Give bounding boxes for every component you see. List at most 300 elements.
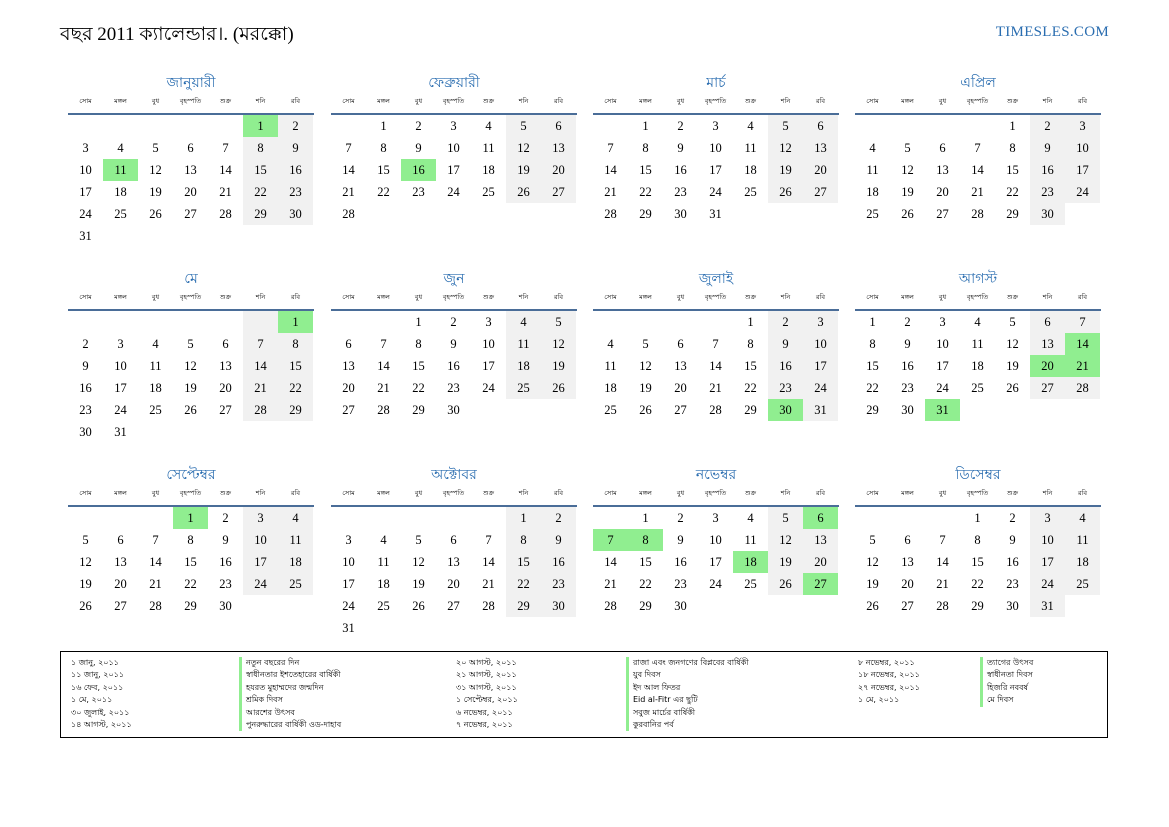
day-cell[interactable]: 9 (1030, 137, 1065, 159)
day-cell[interactable]: 25 (604, 403, 617, 417)
day-cell[interactable]: 16 (674, 555, 687, 569)
day-cell[interactable]: 29 (412, 403, 425, 417)
day-cell[interactable]: 16 (401, 159, 436, 181)
day-cell[interactable]: 7 (152, 533, 159, 547)
day-cell[interactable]: 14 (243, 355, 278, 377)
day-cell[interactable]: 1 (642, 511, 649, 525)
day-cell[interactable]: 9 (82, 359, 89, 373)
day-cell[interactable]: 15 (184, 555, 197, 569)
day-cell[interactable]: 8 (1009, 141, 1016, 155)
day-cell[interactable]: 5 (541, 311, 576, 333)
day-cell[interactable]: 3 (939, 315, 946, 329)
day-cell[interactable]: 6 (541, 115, 576, 137)
day-cell[interactable]: 28 (243, 399, 278, 421)
day-cell[interactable]: 3 (712, 511, 719, 525)
day-cell[interactable]: 27 (803, 573, 838, 595)
day-cell[interactable]: 18 (149, 381, 162, 395)
day-cell[interactable]: 20 (114, 577, 127, 591)
day-cell[interactable]: 29 (243, 203, 278, 225)
day-cell[interactable]: 23 (1030, 181, 1065, 203)
day-cell[interactable]: 22 (639, 577, 652, 591)
day-cell[interactable]: 17 (447, 163, 460, 177)
day-cell[interactable]: 13 (901, 555, 914, 569)
day-cell[interactable]: 26 (149, 207, 162, 221)
day-cell[interactable]: 19 (149, 185, 162, 199)
day-cell[interactable]: 7 (939, 533, 946, 547)
day-cell[interactable]: 19 (541, 355, 576, 377)
day-cell[interactable]: 23 (219, 577, 232, 591)
day-cell[interactable]: 28 (149, 599, 162, 613)
day-cell[interactable]: 12 (184, 359, 197, 373)
day-cell[interactable]: 21 (936, 577, 949, 591)
day-cell[interactable]: 9 (450, 337, 457, 351)
day-cell[interactable]: 30 (901, 403, 914, 417)
day-cell[interactable]: 13 (936, 163, 949, 177)
day-cell[interactable]: 31 (925, 399, 960, 421)
day-cell[interactable]: 21 (149, 577, 162, 591)
day-cell[interactable]: 22 (1006, 185, 1019, 199)
day-cell[interactable]: 1 (243, 115, 278, 137)
day-cell[interactable]: 9 (768, 333, 803, 355)
day-cell[interactable]: 22 (639, 185, 652, 199)
day-cell[interactable]: 24 (342, 599, 355, 613)
day-cell[interactable]: 30 (541, 595, 576, 617)
day-cell[interactable]: 26 (184, 403, 197, 417)
day-cell[interactable]: 5 (187, 337, 194, 351)
day-cell[interactable]: 11 (103, 159, 138, 181)
day-cell[interactable]: 26 (79, 599, 92, 613)
day-cell[interactable]: 25 (506, 377, 541, 399)
day-cell[interactable]: 10 (936, 337, 949, 351)
day-cell[interactable]: 18 (733, 551, 768, 573)
day-cell[interactable]: 23 (79, 403, 92, 417)
day-cell[interactable]: 14 (936, 555, 949, 569)
day-cell[interactable]: 10 (709, 533, 722, 547)
day-cell[interactable]: 9 (1009, 533, 1016, 547)
day-cell[interactable]: 28 (936, 599, 949, 613)
day-cell[interactable]: 5 (415, 533, 422, 547)
day-cell[interactable]: 26 (768, 573, 803, 595)
day-cell[interactable]: 8 (506, 529, 541, 551)
day-cell[interactable]: 9 (677, 141, 684, 155)
day-cell[interactable]: 14 (482, 555, 495, 569)
day-cell[interactable]: 30 (1006, 599, 1019, 613)
day-cell[interactable]: 2 (904, 315, 911, 329)
day-cell[interactable]: 29 (278, 399, 313, 421)
day-cell[interactable]: 3 (1030, 507, 1065, 529)
day-cell[interactable]: 10 (243, 529, 278, 551)
day-cell[interactable]: 27 (901, 599, 914, 613)
day-cell[interactable]: 2 (677, 119, 684, 133)
day-cell[interactable]: 30 (278, 203, 313, 225)
day-cell[interactable]: 13 (447, 555, 460, 569)
day-cell[interactable]: 3 (82, 141, 89, 155)
day-cell[interactable]: 27 (114, 599, 127, 613)
day-cell[interactable]: 3 (345, 533, 352, 547)
day-cell[interactable]: 12 (866, 555, 879, 569)
day-cell[interactable]: 22 (184, 577, 197, 591)
day-cell[interactable]: 27 (342, 403, 355, 417)
day-cell[interactable]: 21 (709, 381, 722, 395)
day-cell[interactable]: 20 (674, 381, 687, 395)
day-cell[interactable]: 21 (219, 185, 232, 199)
day-cell[interactable]: 11 (604, 359, 617, 373)
day-cell[interactable]: 19 (768, 159, 803, 181)
day-cell[interactable]: 8 (642, 141, 649, 155)
day-cell[interactable]: 26 (639, 403, 652, 417)
day-cell[interactable]: 28 (604, 207, 617, 221)
day-cell[interactable]: 5 (768, 507, 803, 529)
day-cell[interactable]: 11 (866, 163, 879, 177)
day-cell[interactable]: 3 (243, 507, 278, 529)
brand-link[interactable]: TIMESLES.COM (995, 24, 1109, 40)
day-cell[interactable]: 1 (747, 315, 754, 329)
day-cell[interactable]: 9 (415, 141, 422, 155)
day-cell[interactable]: 5 (506, 115, 541, 137)
day-cell[interactable]: 26 (412, 599, 425, 613)
day-cell[interactable]: 10 (114, 359, 127, 373)
day-cell[interactable]: 23 (412, 185, 425, 199)
day-cell[interactable]: 26 (768, 181, 803, 203)
day-cell[interactable]: 19 (639, 381, 652, 395)
day-cell[interactable]: 18 (482, 163, 495, 177)
day-cell[interactable]: 15 (278, 355, 313, 377)
day-cell[interactable]: 11 (506, 333, 541, 355)
day-cell[interactable]: 23 (768, 377, 803, 399)
day-cell[interactable]: 8 (974, 533, 981, 547)
day-cell[interactable]: 16 (901, 359, 914, 373)
day-cell[interactable]: 27 (1030, 377, 1065, 399)
day-cell[interactable]: 4 (152, 337, 159, 351)
day-cell[interactable]: 26 (1006, 381, 1019, 395)
day-cell[interactable]: 27 (219, 403, 232, 417)
day-cell[interactable]: 24 (1030, 573, 1065, 595)
day-cell[interactable]: 4 (869, 141, 876, 155)
day-cell[interactable]: 21 (482, 577, 495, 591)
day-cell[interactable]: 20 (901, 577, 914, 591)
day-cell[interactable]: 12 (412, 555, 425, 569)
day-cell[interactable]: 26 (901, 207, 914, 221)
day-cell[interactable]: 25 (866, 207, 879, 221)
day-cell[interactable]: 1 (869, 315, 876, 329)
day-cell[interactable]: 24 (709, 577, 722, 591)
day-cell[interactable]: 16 (768, 355, 803, 377)
day-cell[interactable]: 16 (278, 159, 313, 181)
day-cell[interactable]: 6 (939, 141, 946, 155)
day-cell[interactable]: 17 (1030, 551, 1065, 573)
day-cell[interactable]: 21 (604, 185, 617, 199)
day-cell[interactable]: 6 (450, 533, 457, 547)
day-cell[interactable]: 30 (1030, 203, 1065, 225)
day-cell[interactable]: 26 (541, 377, 576, 399)
day-cell[interactable]: 11 (744, 141, 757, 155)
day-cell[interactable]: 2 (278, 115, 313, 137)
day-cell[interactable]: 10 (482, 337, 495, 351)
day-cell[interactable]: 28 (1065, 377, 1100, 399)
day-cell[interactable]: 22 (278, 377, 313, 399)
day-cell[interactable]: 6 (1030, 311, 1065, 333)
day-cell[interactable]: 27 (447, 599, 460, 613)
day-cell[interactable]: 21 (1065, 355, 1100, 377)
day-cell[interactable]: 25 (1065, 573, 1100, 595)
day-cell[interactable]: 22 (412, 381, 425, 395)
day-cell[interactable]: 5 (152, 141, 159, 155)
day-cell[interactable]: 15 (866, 359, 879, 373)
day-cell[interactable]: 2 (415, 119, 422, 133)
day-cell[interactable]: 4 (747, 511, 754, 525)
day-cell[interactable]: 16 (79, 381, 92, 395)
day-cell[interactable]: 10 (342, 555, 355, 569)
day-cell[interactable]: 25 (744, 185, 757, 199)
day-cell[interactable]: 17 (79, 185, 92, 199)
day-cell[interactable]: 5 (904, 141, 911, 155)
day-cell[interactable]: 14 (604, 555, 617, 569)
day-cell[interactable]: 27 (936, 207, 949, 221)
day-cell[interactable]: 20 (803, 551, 838, 573)
day-cell[interactable]: 25 (482, 185, 495, 199)
day-cell[interactable]: 14 (149, 555, 162, 569)
day-cell[interactable]: 13 (541, 137, 576, 159)
day-cell[interactable]: 7 (712, 337, 719, 351)
day-cell[interactable]: 22 (866, 381, 879, 395)
day-cell[interactable]: 16 (674, 163, 687, 177)
day-cell[interactable]: 19 (79, 577, 92, 591)
day-cell[interactable]: 18 (506, 355, 541, 377)
day-cell[interactable]: 13 (114, 555, 127, 569)
day-cell[interactable]: 14 (342, 163, 355, 177)
day-cell[interactable]: 12 (768, 529, 803, 551)
day-cell[interactable]: 8 (243, 137, 278, 159)
day-cell[interactable]: 12 (1006, 337, 1019, 351)
day-cell[interactable]: 28 (219, 207, 232, 221)
day-cell[interactable]: 3 (803, 311, 838, 333)
day-cell[interactable]: 1 (506, 507, 541, 529)
day-cell[interactable]: 15 (1006, 163, 1019, 177)
day-cell[interactable]: 14 (604, 163, 617, 177)
day-cell[interactable]: 22 (744, 381, 757, 395)
day-cell[interactable]: 29 (506, 595, 541, 617)
day-cell[interactable]: 6 (677, 337, 684, 351)
day-cell[interactable]: 11 (278, 529, 313, 551)
day-cell[interactable]: 7 (345, 141, 352, 155)
day-cell[interactable]: 18 (866, 185, 879, 199)
day-cell[interactable]: 23 (541, 573, 576, 595)
day-cell[interactable]: 24 (936, 381, 949, 395)
day-cell[interactable]: 17 (709, 163, 722, 177)
day-cell[interactable]: 4 (974, 315, 981, 329)
day-cell[interactable]: 24 (482, 381, 495, 395)
day-cell[interactable]: 5 (642, 337, 649, 351)
day-cell[interactable]: 23 (901, 381, 914, 395)
day-cell[interactable]: 16 (1006, 555, 1019, 569)
day-cell[interactable]: 25 (377, 599, 390, 613)
day-cell[interactable]: 13 (803, 137, 838, 159)
day-cell[interactable]: 17 (803, 355, 838, 377)
day-cell[interactable]: 5 (1009, 315, 1016, 329)
day-cell[interactable]: 7 (593, 529, 628, 551)
day-cell[interactable]: 9 (541, 529, 576, 551)
day-cell[interactable]: 21 (377, 381, 390, 395)
day-cell[interactable]: 14 (219, 163, 232, 177)
day-cell[interactable]: 26 (506, 181, 541, 203)
day-cell[interactable]: 12 (768, 137, 803, 159)
day-cell[interactable]: 24 (709, 185, 722, 199)
day-cell[interactable]: 20 (1030, 355, 1065, 377)
day-cell[interactable]: 20 (541, 159, 576, 181)
day-cell[interactable]: 20 (219, 381, 232, 395)
day-cell[interactable]: 30 (674, 599, 687, 613)
day-cell[interactable]: 17 (1065, 159, 1100, 181)
day-cell[interactable]: 31 (1030, 595, 1065, 617)
day-cell[interactable]: 22 (506, 573, 541, 595)
day-cell[interactable]: 11 (482, 141, 495, 155)
day-cell[interactable]: 25 (149, 403, 162, 417)
day-cell[interactable]: 25 (278, 573, 313, 595)
day-cell[interactable]: 14 (709, 359, 722, 373)
day-cell[interactable]: 16 (219, 555, 232, 569)
day-cell[interactable]: 3 (450, 119, 457, 133)
day-cell[interactable]: 2 (1009, 511, 1016, 525)
day-cell[interactable]: 10 (709, 141, 722, 155)
day-cell[interactable]: 4 (278, 507, 313, 529)
day-cell[interactable]: 12 (149, 163, 162, 177)
day-cell[interactable]: 4 (747, 119, 754, 133)
day-cell[interactable]: 13 (342, 359, 355, 373)
day-cell[interactable]: 4 (485, 119, 492, 133)
day-cell[interactable]: 29 (744, 403, 757, 417)
day-cell[interactable]: 28 (709, 403, 722, 417)
day-cell[interactable]: 22 (971, 577, 984, 591)
day-cell[interactable]: 10 (1065, 137, 1100, 159)
day-cell[interactable]: 24 (803, 377, 838, 399)
day-cell[interactable]: 1 (642, 119, 649, 133)
day-cell[interactable]: 27 (803, 181, 838, 203)
day-cell[interactable]: 4 (506, 311, 541, 333)
day-cell[interactable]: 29 (639, 207, 652, 221)
day-cell[interactable]: 28 (342, 207, 355, 221)
day-cell[interactable]: 9 (904, 337, 911, 351)
day-cell[interactable]: 7 (243, 333, 278, 355)
day-cell[interactable]: 9 (677, 533, 684, 547)
day-cell[interactable]: 12 (506, 137, 541, 159)
day-cell[interactable]: 20 (342, 381, 355, 395)
day-cell[interactable]: 28 (377, 403, 390, 417)
day-cell[interactable]: 22 (377, 185, 390, 199)
day-cell[interactable]: 7 (222, 141, 229, 155)
day-cell[interactable]: 6 (904, 533, 911, 547)
day-cell[interactable]: 5 (869, 533, 876, 547)
day-cell[interactable]: 25 (114, 207, 127, 221)
day-cell[interactable]: 6 (187, 141, 194, 155)
day-cell[interactable]: 30 (79, 425, 92, 439)
day-cell[interactable]: 8 (278, 333, 313, 355)
day-cell[interactable]: 6 (345, 337, 352, 351)
day-cell[interactable]: 1 (974, 511, 981, 525)
day-cell[interactable]: 23 (674, 577, 687, 591)
day-cell[interactable]: 12 (639, 359, 652, 373)
day-cell[interactable]: 15 (377, 163, 390, 177)
day-cell[interactable]: 7 (380, 337, 387, 351)
day-cell[interactable]: 27 (674, 403, 687, 417)
day-cell[interactable]: 4 (117, 141, 124, 155)
day-cell[interactable]: 28 (971, 207, 984, 221)
day-cell[interactable]: 2 (450, 315, 457, 329)
day-cell[interactable]: 16 (1030, 159, 1065, 181)
day-cell[interactable]: 15 (971, 555, 984, 569)
day-cell[interactable]: 10 (803, 333, 838, 355)
day-cell[interactable]: 29 (1006, 207, 1019, 221)
day-cell[interactable]: 13 (674, 359, 687, 373)
day-cell[interactable]: 20 (936, 185, 949, 199)
day-cell[interactable]: 20 (184, 185, 197, 199)
day-cell[interactable]: 14 (971, 163, 984, 177)
day-cell[interactable]: 28 (604, 599, 617, 613)
day-cell[interactable]: 8 (187, 533, 194, 547)
day-cell[interactable]: 27 (184, 207, 197, 221)
day-cell[interactable]: 7 (485, 533, 492, 547)
day-cell[interactable]: 17 (243, 551, 278, 573)
day-cell[interactable]: 10 (79, 163, 92, 177)
day-cell[interactable]: 1 (380, 119, 387, 133)
day-cell[interactable]: 30 (219, 599, 232, 613)
day-cell[interactable]: 3 (712, 119, 719, 133)
day-cell[interactable]: 4 (1065, 507, 1100, 529)
day-cell[interactable]: 17 (482, 359, 495, 373)
day-cell[interactable]: 20 (803, 159, 838, 181)
day-cell[interactable]: 8 (415, 337, 422, 351)
day-cell[interactable]: 14 (1065, 333, 1100, 355)
day-cell[interactable]: 19 (901, 185, 914, 199)
day-cell[interactable]: 28 (482, 599, 495, 613)
day-cell[interactable]: 20 (447, 577, 460, 591)
day-cell[interactable]: 25 (744, 577, 757, 591)
day-cell[interactable]: 15 (744, 359, 757, 373)
day-cell[interactable]: 18 (278, 551, 313, 573)
day-cell[interactable]: 31 (79, 229, 92, 243)
day-cell[interactable]: 29 (184, 599, 197, 613)
day-cell[interactable]: 22 (243, 181, 278, 203)
day-cell[interactable]: 1 (415, 315, 422, 329)
day-cell[interactable]: 11 (971, 337, 984, 351)
day-cell[interactable]: 13 (803, 529, 838, 551)
day-cell[interactable]: 21 (604, 577, 617, 591)
day-cell[interactable]: 1 (1009, 119, 1016, 133)
day-cell[interactable]: 2 (541, 507, 576, 529)
day-cell[interactable]: 30 (674, 207, 687, 221)
day-cell[interactable]: 4 (607, 337, 614, 351)
day-cell[interactable]: 17 (936, 359, 949, 373)
day-cell[interactable]: 30 (768, 399, 803, 421)
day-cell[interactable]: 11 (149, 359, 162, 373)
day-cell[interactable]: 26 (866, 599, 879, 613)
day-cell[interactable]: 5 (82, 533, 89, 547)
day-cell[interactable]: 2 (677, 511, 684, 525)
day-cell[interactable]: 29 (866, 403, 879, 417)
day-cell[interactable]: 31 (709, 207, 722, 221)
day-cell[interactable]: 19 (1006, 359, 1019, 373)
day-cell[interactable]: 13 (219, 359, 232, 373)
day-cell[interactable]: 11 (744, 533, 757, 547)
day-cell[interactable]: 27 (541, 181, 576, 203)
day-cell[interactable]: 24 (1065, 181, 1100, 203)
day-cell[interactable]: 15 (412, 359, 425, 373)
day-cell[interactable]: 5 (768, 115, 803, 137)
day-cell[interactable]: 15 (506, 551, 541, 573)
day-cell[interactable]: 21 (971, 185, 984, 199)
day-cell[interactable]: 7 (607, 141, 614, 155)
day-cell[interactable]: 7 (1065, 311, 1100, 333)
day-cell[interactable]: 23 (447, 381, 460, 395)
